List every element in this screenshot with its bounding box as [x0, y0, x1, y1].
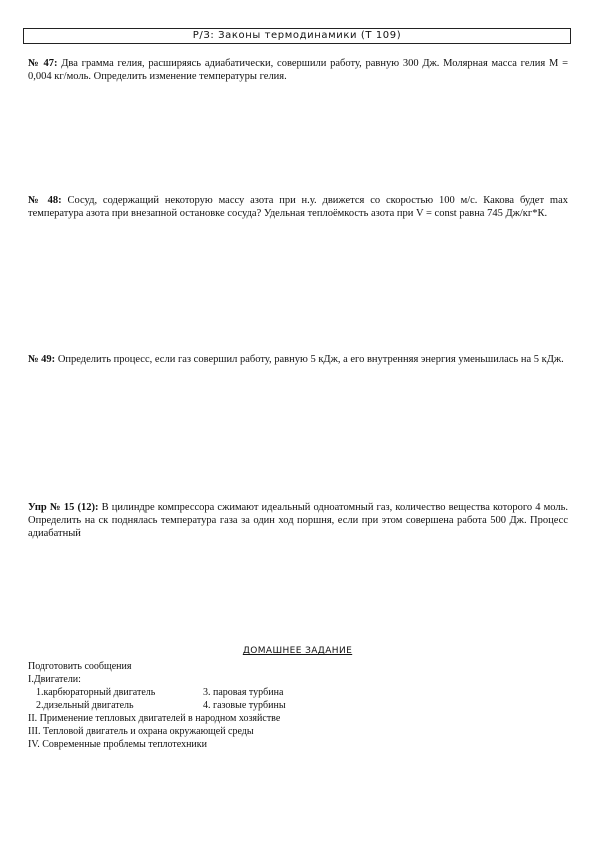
- page-header: [23, 28, 571, 44]
- homework-item-2: 2.дизельный двигатель: [36, 700, 134, 711]
- problem-number: № 47:: [28, 58, 58, 69]
- homework-title: ДОМАШНЕЕ ЗАДАНИЕ: [242, 646, 353, 656]
- problem-number: № 49:: [28, 354, 56, 365]
- problem-number: Упр № 15 (12):: [28, 502, 99, 513]
- problem-48: [28, 194, 568, 220]
- problem-text: Сосуд, содержащий некоторую массу азота при н.у. движется со скоростью 100 м/с. Какова будет max температура азота при внезапной остановке сосуда? Удельная теплоёмкость азота при V = const равна 745 Дж/кг*К.: [28, 195, 568, 219]
- homework-section-2: II. Применение тепловых двигателей в народном хозяйстве: [28, 713, 281, 724]
- homework-item-1: 1.карбюраторный двигатель: [36, 687, 156, 698]
- homework-intro: Подготовить сообщения: [28, 661, 132, 672]
- problem-number: № 48:: [28, 195, 62, 206]
- problem-49: [28, 353, 568, 366]
- problem-text: Определить процесс, если газ совершил работу, равную 5 кДж, а его внутренняя энергия уменьшилась на 5 кДж.: [55, 354, 564, 365]
- homework-section-4: IV. Современные проблемы теплотехники: [28, 739, 207, 750]
- homework-item-4: 4. газовые турбины: [203, 700, 286, 711]
- problem-text: Два грамма гелия, расширяясь адиабатически, совершили работу, равную 300 Дж. Молярная масса гелия М = 0,004 кг/моль. Определить изменение температуры гелия.: [28, 58, 568, 82]
- homework-section-engines: I.Двигатели:: [28, 674, 81, 685]
- homework-section: [28, 660, 568, 760]
- header-title: Р/З: Законы термодинамики (Т 109): [192, 30, 402, 41]
- homework-section-3: III. Тепловой двигатель и охрана окружающей среды: [28, 726, 254, 737]
- problem-text: В цилиндре компрессора сжимают идеальный одноатомный газ, количество вещества которого 4 моль. Определить на ск поднялась температура газа за один ход поршня, если при этом совершена работа 500 Дж. Процесс адиабатный: [28, 502, 569, 539]
- problem-47: [28, 57, 568, 83]
- problem-upr-15: [28, 501, 568, 540]
- homework-item-3: 3. паровая турбина: [203, 687, 284, 698]
